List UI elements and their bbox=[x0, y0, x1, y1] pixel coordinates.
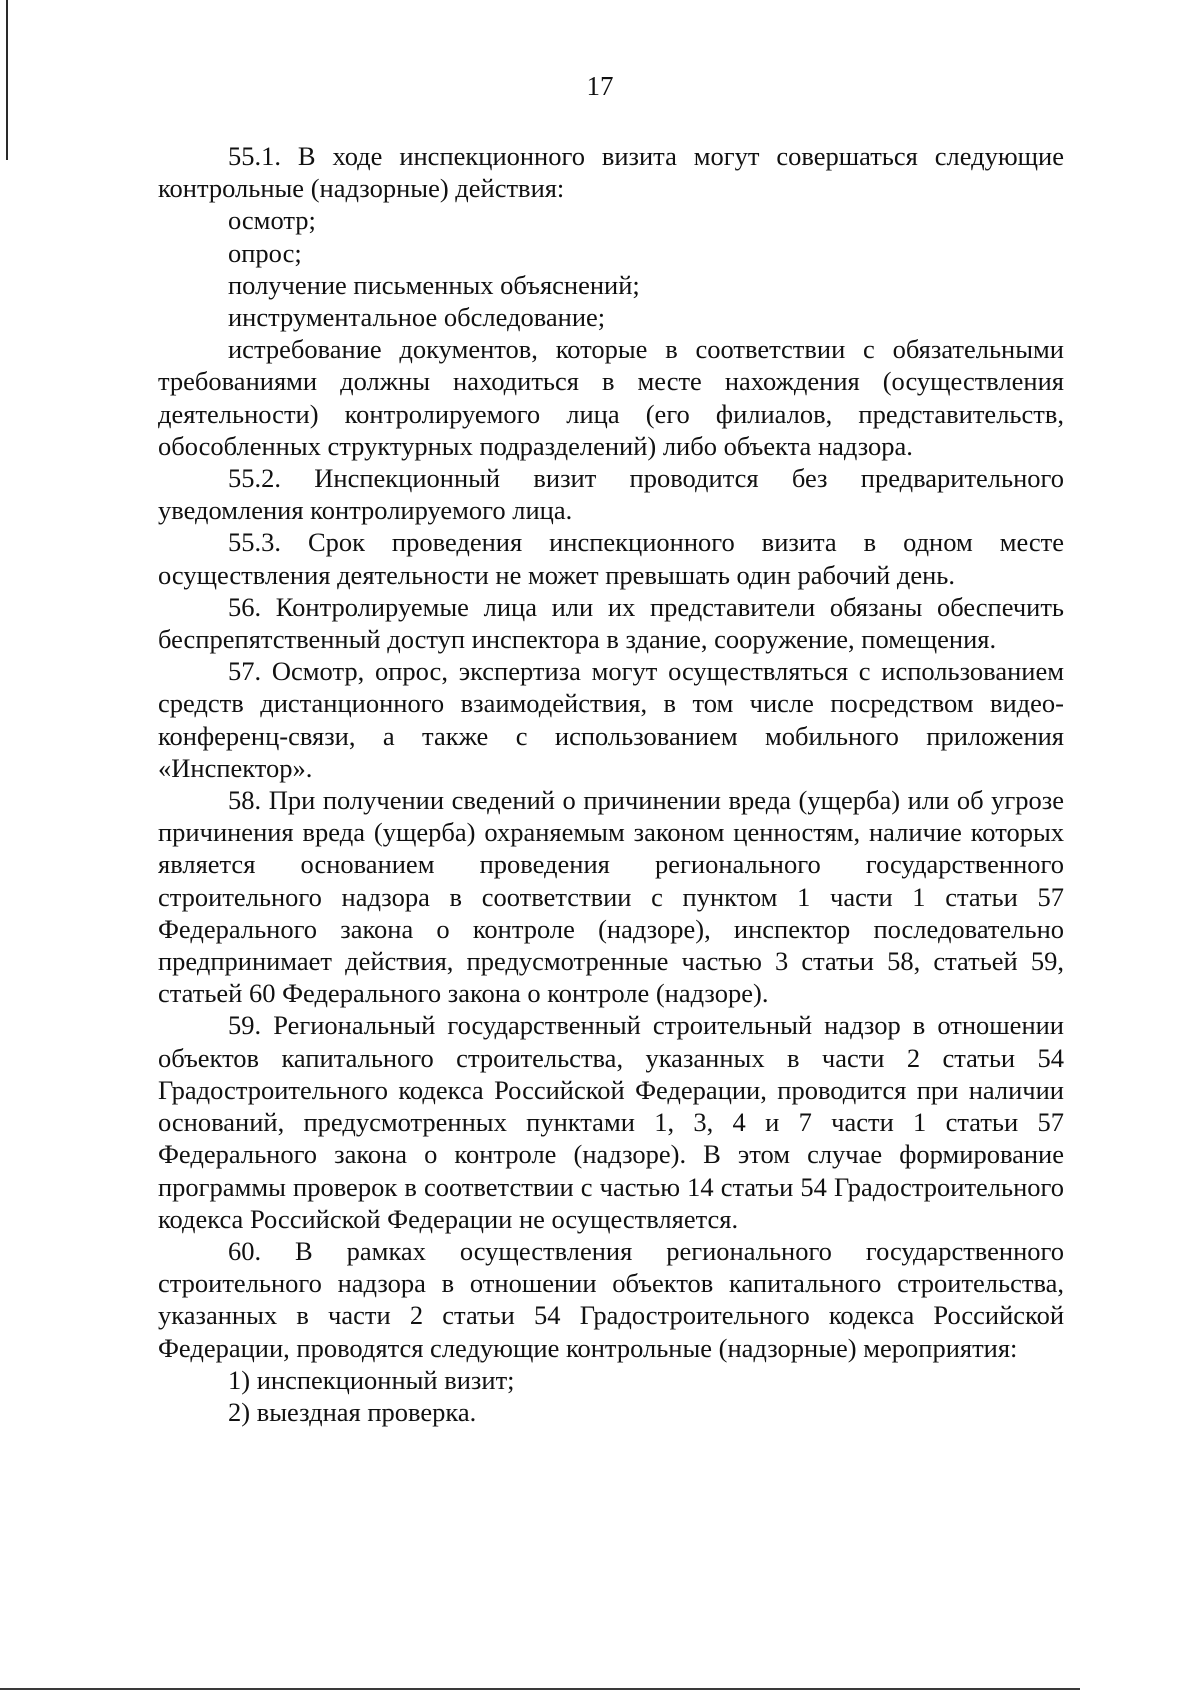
list-item-inspection: осмотр; bbox=[228, 205, 316, 236]
list-item-inspection-visit: 1) инспекционный визит; bbox=[228, 1364, 515, 1395]
page-number: 17 bbox=[586, 71, 614, 101]
paragraph-57: 57. Осмотр, опрос, экспертиза могут осуществляться с использованием средств дистанционного взаимодействия, в том числе посредством видео-конференц-связи, а также с использованием мобильного приложения «Инспектор». bbox=[158, 656, 1064, 783]
paragraph-55-3: 55.3. Срок проведения инспекционного визита в одном месте осуществления деятельности не может превышать один рабочий день. bbox=[158, 527, 1064, 590]
paragraph-55-2: 55.2. Инспекционный визит проводится без предварительного уведомления контролируемого лица. bbox=[158, 463, 1064, 526]
scan-edge-bottom bbox=[0, 1688, 1080, 1690]
list-item-instrumental-examination: инструментальное обследование; bbox=[228, 302, 606, 333]
paragraph-59: 59. Региональный государственный строительный надзор в отношении объектов капитального строительства, указанных в части 2 статьи 54 Градостроительного кодекса Российской Федерации, проводится при наличии оснований, предусмотренных пунктами 1, 3, 4 и 7 части 1 статьи 57 Федерального закона о контроле (надзоре). В этом случае формирование программы проверок в соответствии с частью 14 статьи 54 Градостроительного кодекса Российской Федерации не осуществляется. bbox=[158, 1010, 1064, 1234]
paragraph-58: 58. При получении сведений о причинении вреда (ущерба) или об угрозе причинения вреда (ущерба) охраняемым законом ценностям, наличие которых является основанием проведения регионального государственного строительного надзора в соответствии с пунктом 1 части 1 статьи 57 Федерального закона о контроле (надзоре), инспектор последовательно предпринимает действия, предусмотренные частью 3 статьи 58, статьей 59, статьей 60 Федерального закона о контроле (надзоре). bbox=[158, 785, 1064, 1009]
list-item-document-request: истребование документов, которые в соответствии с обязательными требованиями должны находиться в месте нахождения (осуществления деятельности) контролируемого лица (его филиалов, представительств, обособленных структурных подразделений) либо объекта надзора. bbox=[158, 334, 1064, 461]
paragraph-56: 56. Контролируемые лица или их представители обязаны обеспечить беспрепятственный доступ инспектора в здание, сооружение, помещения. bbox=[158, 591, 1064, 655]
paragraph-60: 60. В рамках осуществления регионального государственного строительного надзора в отношении объектов капитального строительства, указанных в части 2 статьи 54 Градостроительного кодекса Российской Федерации, проводятся следующие контрольные (надзорные) мероприятия: bbox=[158, 1235, 1064, 1363]
list-item-survey: опрос; bbox=[228, 237, 302, 268]
list-item-written-explanations: получение письменных объяснений; bbox=[228, 269, 640, 300]
document-body bbox=[158, 140, 1064, 1428]
list-item-field-check: 2) выездная проверка. bbox=[228, 1396, 477, 1427]
paragraph-55-1: 55.1. В ходе инспекционного визита могут совершаться следующие контрольные (надзорные) действия: bbox=[158, 141, 1064, 204]
